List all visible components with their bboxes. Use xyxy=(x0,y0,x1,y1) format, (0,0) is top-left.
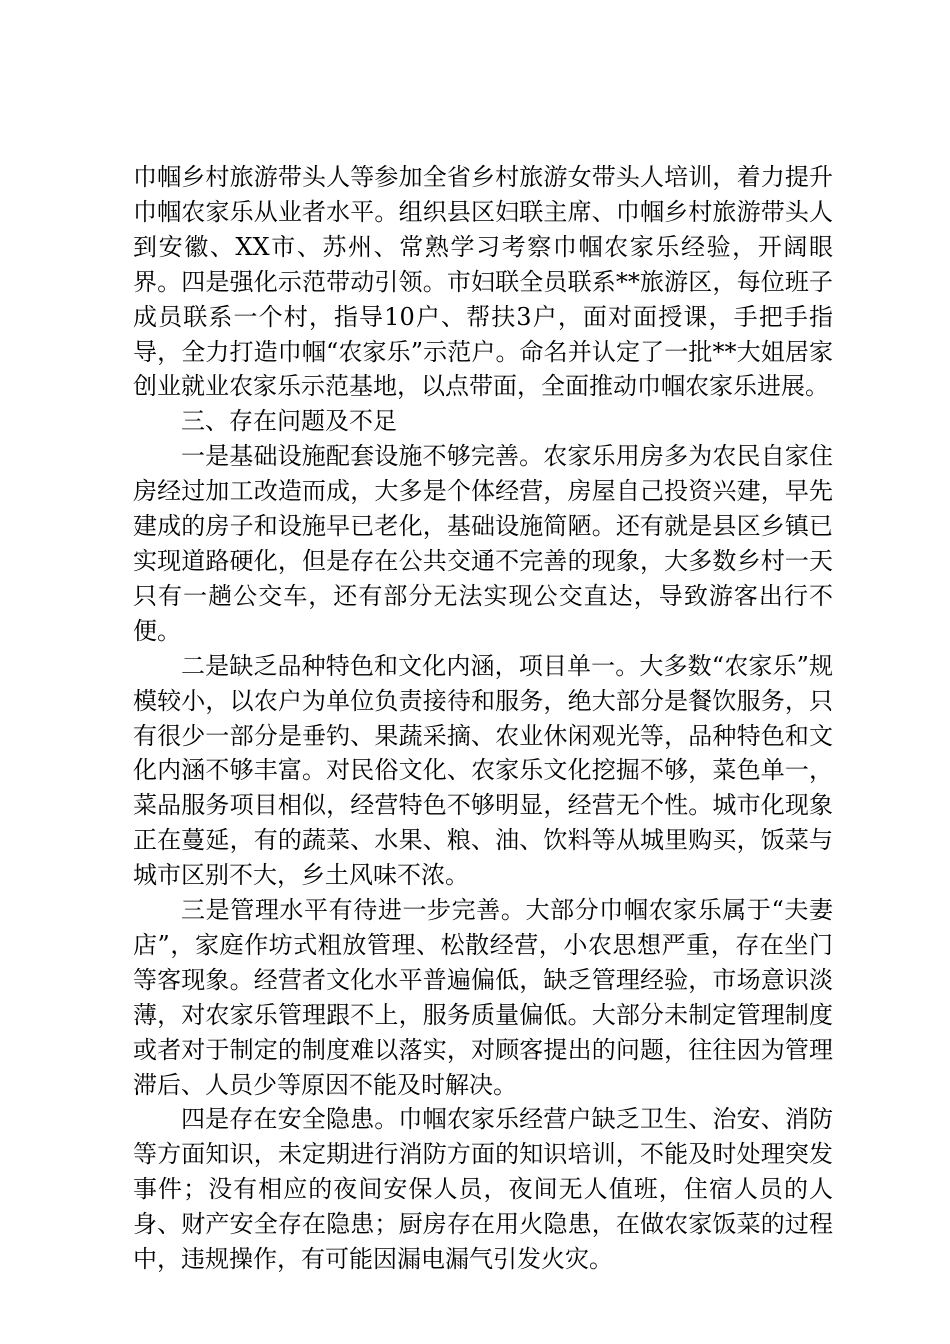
section-heading: 三、存在问题及不足 xyxy=(181,407,397,436)
document-body xyxy=(133,160,833,1277)
paragraph-culture: 二是缺乏品种特色和文化内涵，项目单一。大多数“农家乐”规模较小，以农户为单位负责接待和服务，绝大部分是餐饮服务，只有很少一部分是垂钓、果蔬采摘、农业休闲观光等，品种特色和文化内涵不够丰富。对民俗文化、农家乐文化挖掘不够，菜色单一，菜品服务项目相似，经营特色不够明显，经营无个性。城市化现象正在蔓延，有的蔬菜、水果、粮、油、饮料等从城里购买，饭菜与城市区别不大，乡土风味不浓。 xyxy=(133,651,833,890)
paragraph-infrastructure: 一是基础设施配套设施不够完善。农家乐用房多为农民自家住房经过加工改造而成，大多是个体经营，房屋自己投资兴建，早先建成的房子和设施早已老化，基础设施简陋。还有就是县区乡镇已实现道路硬化，但是存在公共交通不完善的现象，大多数乡村一天只有一趟公交车，还有部分无法实现公交直达，导致游客出行不便。 xyxy=(133,442,833,645)
paragraph-safety: 四是存在安全隐患。巾帼农家乐经营户缺乏卫生、治安、消防等方面知识，未定期进行消防方面的知识培训，不能及时处理突发事件；没有相应的夜间安保人员，夜间无人值班，住宿人员的人身、财产安全存在隐患；厨房存在用火隐患，在做农家饭菜的过程中，违规操作，有可能因漏电漏气引发火灾。 xyxy=(133,1105,833,1274)
paragraph-continuation: 巾帼乡村旅游带头人等参加全省乡村旅游女带头人培训，着力提升巾帼农家乐从业者水平。组织县区妇联主席、巾帼乡村旅游带头人到安徽、XX市、苏州、常熟学习考察巾帼农家乐经验，开阔眼界。四是强化示范带动引领。市妇联全员联系**旅游区，每位班子成员联系一个村，指导10户、帮扶3户，面对面授课，手把手指导，全力打造巾帼“农家乐”示范户。命名并认定了一批**大姐居家创业就业农家乐示范基地，以点带面，全面推动巾帼农家乐进展。 xyxy=(133,163,833,401)
paragraph-management: 三是管理水平有待进一步完善。大部分巾帼农家乐属于“夫妻店”，家庭作坊式粗放管理、松散经营，小农思想严重，存在坐门等客现象。经营者文化水平普遍偏低，缺乏管理经验，市场意识淡薄，对农家乐管理跟不上，服务质量偏低。大部分未制定管理制度或者对于制定的制度难以落实，对顾客提出的问题，往往因为管理滞后、人员少等原因不能及时解决。 xyxy=(133,896,833,1099)
